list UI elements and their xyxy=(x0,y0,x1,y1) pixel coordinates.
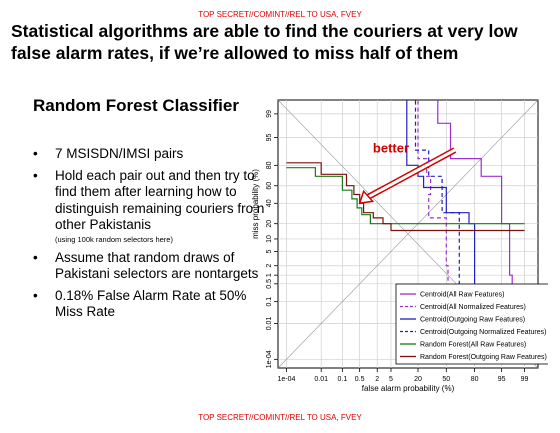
legend-label: Centroid(Outgoing Normalized Features) xyxy=(420,329,547,336)
bullet-item xyxy=(33,288,273,321)
bullet-text: Assume that random draws of Pakistani selectors are nontargets xyxy=(55,249,259,281)
det-curve-chart xyxy=(248,94,548,394)
y-tick-label: 40 xyxy=(266,199,273,208)
legend-label: Centroid(All Normalized Features) xyxy=(420,304,526,311)
y-tick-label: 80 xyxy=(266,161,273,170)
y-tick-label: 0.1 xyxy=(266,296,273,307)
bullet-item xyxy=(33,168,273,245)
y-tick-label: 10 xyxy=(266,235,273,243)
x-tick-label: 1e-04 xyxy=(277,376,296,383)
y-tick-label: 1 xyxy=(266,273,273,278)
y-tick-label: 95 xyxy=(266,133,273,142)
x-tick-label: 5 xyxy=(389,376,393,383)
x-tick-label: 80 xyxy=(470,376,479,383)
y-tick-label: 1e-04 xyxy=(266,350,273,369)
y-axis-label: miss probability (%) xyxy=(251,169,260,239)
y-tick-label: 60 xyxy=(266,181,273,190)
bullet-list xyxy=(33,146,273,326)
legend-label: Random Forest(All Raw Features) xyxy=(420,341,527,349)
bullet-dot-icon: • xyxy=(33,249,38,265)
y-tick-label: 20 xyxy=(266,219,273,228)
x-tick-label: 20 xyxy=(414,376,422,383)
bullet-text: 0.18% False Alarm Rate at 50% Miss Rate xyxy=(55,287,247,319)
bullet-text: 7 MSISDN/IMSI pairs xyxy=(55,146,184,161)
y-tick-label: 2 xyxy=(266,263,273,268)
x-axis-label: false alarm probability (%) xyxy=(361,384,455,393)
bullet-item xyxy=(33,250,273,283)
x-tick-label: 2 xyxy=(375,376,380,383)
bullet-note: (using 100k random selectors here) xyxy=(55,234,173,244)
y-tick-label: 99 xyxy=(266,109,273,118)
section-title: Random Forest Classifier xyxy=(33,96,239,115)
bullet-text: Hold each pair out and then try to find them after learning how to distinguish remaining couriers fro n other Pakistanis xyxy=(55,167,265,232)
x-tick-label: 0.5 xyxy=(354,376,365,383)
x-tick-label: 99 xyxy=(520,376,529,383)
x-tick-label: 95 xyxy=(497,376,506,383)
x-tick-label: 0.1 xyxy=(337,376,348,383)
y-tick-label: 5 xyxy=(266,249,273,254)
better-annotation: better xyxy=(372,140,410,156)
legend-label: Centroid(Outgoing Raw Features) xyxy=(420,316,526,324)
legend-label: Random Forest(Outgoing Raw Features) xyxy=(420,354,547,361)
classification-banner-top: TOP SECRET//COMINT//REL TO USA, FVEY xyxy=(198,10,362,19)
slide-headline: Statistical algorithms are able to find the couriers at very low false alarm rates, if we’re allowed to miss half of them xyxy=(11,21,518,63)
x-tick-label: 0.01 xyxy=(314,376,329,383)
legend-label: Centroid(All Raw Features) xyxy=(420,291,505,299)
bullet-dot-icon: • xyxy=(33,287,38,303)
x-tick-label: 50 xyxy=(442,376,451,383)
classification-banner-bottom: TOP SECRET//COMINT//REL TO USA, FVEY xyxy=(198,413,362,422)
bullet-item xyxy=(33,146,273,163)
y-tick-label: 0.5 xyxy=(266,278,273,289)
bullet-dot-icon: • xyxy=(33,146,38,161)
y-tick-label: 0.01 xyxy=(266,316,273,331)
bullet-dot-icon: • xyxy=(33,167,38,183)
